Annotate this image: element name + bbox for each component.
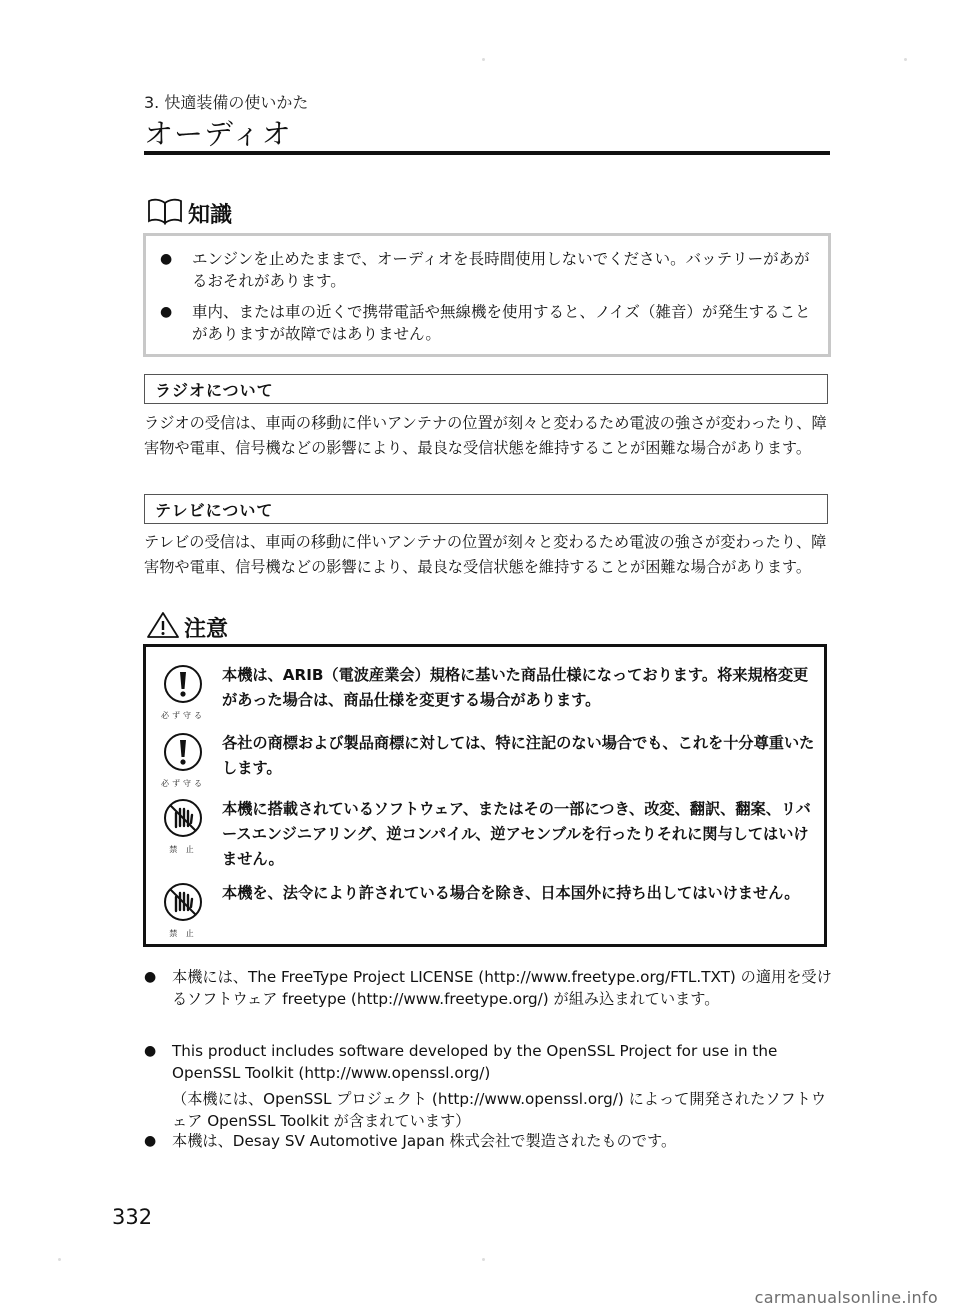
mandatory-icon: 必ず守る: [160, 731, 206, 789]
bullet-icon: ●: [160, 251, 173, 267]
caution-heading-label: 注意: [184, 616, 229, 642]
caution-item: 禁 止 本機に搭載されているソフトウェア、またはその一部につき、改変、翻訳、翻案、リバースエンジニアリング、逆コンパイル、逆アセンブルを行ったりそれに関与してはいけません。: [160, 797, 820, 872]
knowledge-box: [143, 233, 831, 357]
title-rule: [144, 151, 830, 155]
caution-item: 必ず守る 各社の商標および製品商標に対しては、特に注記のない場合でも、これを十分尊重いたします。: [160, 731, 820, 781]
bullet-icon: ●: [160, 304, 173, 320]
page-title: オーディオ: [144, 117, 292, 151]
knowledge-heading-label: 知識: [188, 202, 233, 228]
list-item: ● 本機には、The FreeType Project LICENSE (http://www.freetype.org/FTL.TXT) の適用を受けるソフトウェア freetype (http://www.freetype.org/) が組み込まれています。: [144, 968, 832, 1008]
bullet-icon: ●: [144, 1043, 157, 1059]
knowledge-heading: [146, 197, 232, 229]
watermark: carmanualsonline.info: [754, 1288, 938, 1307]
bullet-icon: ●: [144, 969, 157, 985]
bullet-icon: ●: [144, 1133, 157, 1149]
mandatory-icon: 必ず守る: [160, 663, 206, 721]
book-icon: [146, 197, 184, 229]
caution-heading: [146, 610, 228, 644]
tv-paragraph: テレビの受信は、車両の移動に伴いアンテナの位置が刻々と変わるため電波の強さが変わったり、障害物や電車、信号機などの影響により、最良な受信状態を維持することが困難な場合があります。: [144, 533, 827, 576]
tv-heading: テレビについて: [144, 494, 828, 524]
list-item: ● 本機は、Desay SV Automotive Japan 株式会社で製造されたものです。: [144, 1132, 677, 1150]
list-item: ● 車内、または車の近くで携帯電話や無線機を使用すると、ノイズ（雑音）が発生することがありますが故障ではありません。: [160, 303, 811, 343]
registration-mark: [482, 58, 485, 61]
caution-item: 禁 止 本機を、法令により許されている場合を除き、日本国外に持ち出してはいけません。: [160, 881, 820, 906]
chapter-label: 3. 快適装備の使いかた: [144, 93, 309, 112]
registration-mark: [904, 58, 907, 61]
caution-box: [143, 644, 827, 947]
registration-mark: [482, 1258, 485, 1261]
prohibited-hand-icon: 禁 止: [160, 881, 206, 939]
caution-item: 必ず守る 本機は、ARIB（電波産業会）規格に基いた商品仕様になっております。将来規格変更があった場合は、商品仕様を変更する場合があります。: [160, 663, 820, 713]
radio-paragraph: ラジオの受信は、車両の移動に伴いアンテナの位置が刻々と変わるため電波の強さが変わったり、障害物や電車、信号機などの影響により、最良な受信状態を維持することが困難な場合があります。: [144, 414, 827, 457]
list-item: ● This product includes software developed by the OpenSSL Project for use in the OpenSSL Toolkit (http://www.openssl.org/) （本機には、OpenSSL プロジェクト (http://www.openssl.org/) によって開発されたソフトウェア OpenSSL Toolkit が含まれています）: [144, 1040, 834, 1132]
notes-sub: （本機には、OpenSSL プロジェクト (http://www.openssl.org/) によって開発されたソフトウェア OpenSSL Toolkit が含まれています）: [172, 1090, 827, 1130]
registration-mark: [58, 1258, 61, 1261]
prohibited-hand-icon: 禁 止: [160, 797, 206, 855]
warning-triangle-icon: [146, 610, 180, 644]
list-item: ● エンジンを止めたままで、オーディオを長時間使用しないでください。バッテリーがあがるおそれがあります。: [160, 250, 810, 290]
page-number: 332: [112, 1205, 153, 1229]
radio-heading: ラジオについて: [144, 374, 828, 404]
